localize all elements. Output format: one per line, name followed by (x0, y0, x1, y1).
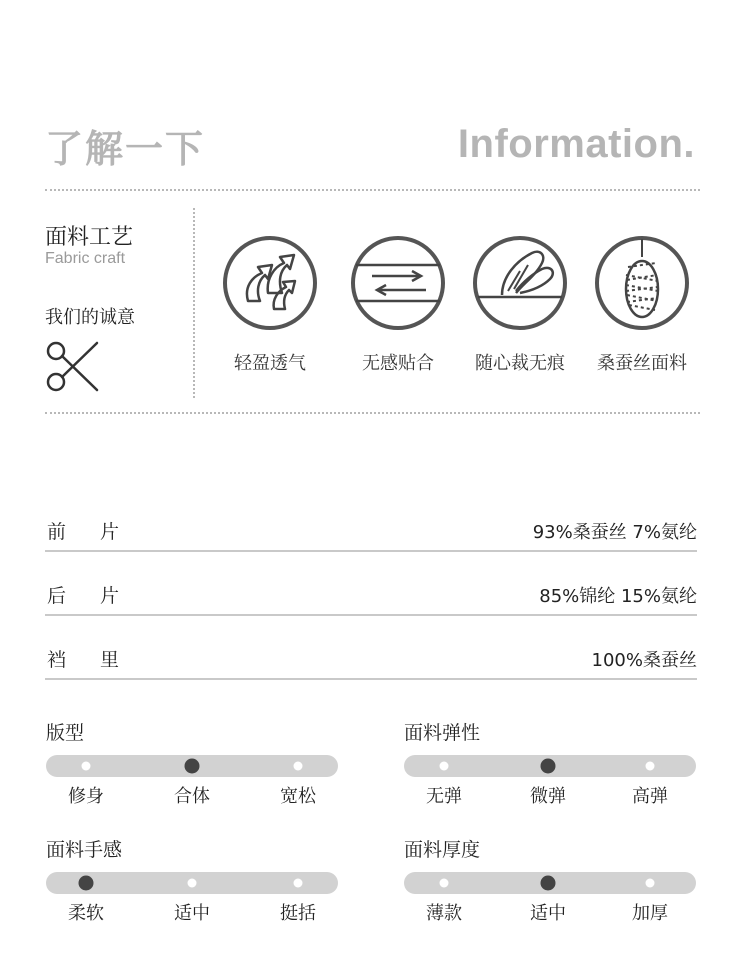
hand-feel-scale-title: 面料手感 (46, 839, 123, 861)
breathable-arrows-icon (222, 235, 318, 331)
scale-option: 挺括 (280, 903, 316, 924)
composition-label: 前片 (47, 521, 154, 543)
bottom-dotted-divider (45, 412, 700, 414)
section-title-cn: 了解一下 (45, 127, 206, 171)
scale-dot (294, 879, 303, 888)
feature-label: 随心裁无痕 (475, 353, 565, 374)
scale-option: 宽松 (280, 786, 316, 807)
seamless-cut-icon (472, 235, 568, 331)
elasticity-scale-title: 面料弹性 (404, 722, 481, 744)
scale-option: 柔软 (68, 903, 104, 924)
vertical-dotted-divider (193, 208, 195, 398)
feature-silk (582, 235, 702, 375)
scale-dot-selected (79, 876, 94, 891)
feature-label: 轻盈透气 (234, 353, 306, 374)
scale-option: 微弹 (530, 786, 566, 807)
feature-breathable (210, 235, 330, 375)
scale-dot (82, 762, 91, 771)
scale-dot (440, 762, 449, 771)
thickness-scale-track (404, 872, 696, 894)
composition-value: 100%桑蚕丝 (591, 650, 697, 671)
scale-dot (188, 879, 197, 888)
composition-row-crotch (45, 640, 697, 680)
scale-option: 适中 (530, 903, 566, 924)
composition-label: 后片 (47, 585, 154, 607)
top-dotted-divider (45, 189, 700, 191)
scale-option: 加厚 (632, 903, 668, 924)
fabric-craft-title: 面料工艺 (45, 225, 134, 250)
feature-label: 桑蚕丝面料 (597, 353, 687, 374)
composition-label: 裆里 (47, 649, 154, 671)
feature-seamless (460, 235, 580, 375)
scale-dot (646, 879, 655, 888)
scale-dot-selected (185, 759, 200, 774)
composition-row-front (45, 512, 697, 552)
hand-feel-scale-track (46, 872, 338, 894)
composition-value: 85%锦纶 15%氨纶 (539, 586, 697, 607)
fabric-craft-subtitle: Fabric craft (45, 250, 126, 267)
composition-row-back (45, 576, 697, 616)
scale-dot (646, 762, 655, 771)
scale-option: 无弹 (426, 786, 462, 807)
composition-value: 93%桑蚕丝 7%氨纶 (532, 522, 697, 543)
scale-dot (294, 762, 303, 771)
thickness-scale-title: 面料厚度 (404, 839, 481, 861)
elasticity-scale-track (404, 755, 696, 777)
scale-option: 合体 (174, 786, 210, 807)
scale-option: 修身 (68, 786, 104, 807)
scissors-icon (45, 340, 101, 394)
scale-option: 高弹 (632, 786, 668, 807)
fit-scale-track (46, 755, 338, 777)
feature-label: 无感贴合 (362, 353, 434, 374)
section-title-en: Information. (457, 122, 695, 166)
scale-dot (440, 879, 449, 888)
fit-arrows-icon (350, 235, 446, 331)
scale-option: 薄款 (426, 903, 462, 924)
silk-cocoon-icon (594, 235, 690, 331)
feature-fit (338, 235, 458, 375)
fit-scale-title: 版型 (46, 722, 85, 744)
our-promise-label: 我们的诚意 (45, 307, 135, 328)
scale-dot-selected (541, 876, 556, 891)
scale-option: 适中 (174, 903, 210, 924)
scale-dot-selected (541, 759, 556, 774)
